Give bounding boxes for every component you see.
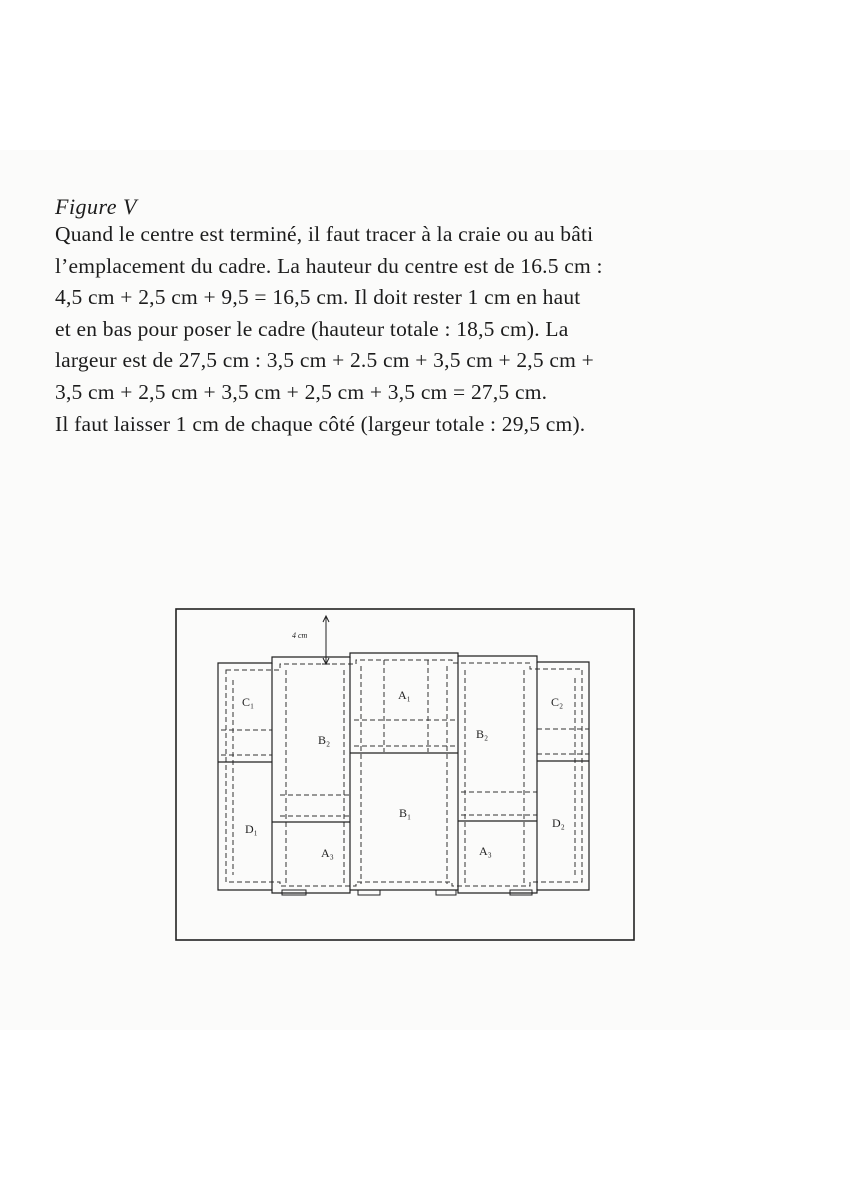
figure-caption: Figure V bbox=[55, 194, 137, 219]
piece-label-d-left: D₁ bbox=[245, 822, 258, 836]
paragraph-line-2: l’emplacement du cadre. La hauteur du centre est de 16.5 cm : bbox=[55, 253, 603, 278]
piece-label-b2-right: B₂ bbox=[476, 727, 489, 741]
dimension-label: 4 cm bbox=[292, 631, 308, 640]
paragraph-line-6: 3,5 cm + 2,5 cm + 3,5 cm + 2,5 cm + 3,5 cm = 27,5 cm. bbox=[55, 379, 548, 404]
piece-label-c2: C₂ bbox=[551, 695, 564, 709]
piece-label-a3-right: A₃ bbox=[479, 844, 492, 858]
piece-label-a3-left: A₃ bbox=[321, 846, 334, 860]
piece-label-a1: A₁ bbox=[398, 688, 411, 702]
paragraph-line-4: et en bas pour poser le cadre (hauteur totale : 18,5 cm). La bbox=[55, 316, 569, 341]
paragraph-line-7: Il faut laisser 1 cm de chaque côté (largeur totale : 29,5 cm). bbox=[55, 411, 586, 436]
paragraph-line-1: Quand le centre est terminé, il faut tracer à la craie ou au bâti bbox=[55, 222, 594, 246]
piece-label-c1: C₁ bbox=[242, 695, 255, 709]
piece-label-b2-left: B₂ bbox=[318, 733, 331, 747]
paragraph-line-3: 4,5 cm + 2,5 cm + 9,5 = 16,5 cm. Il doit rester 1 cm en haut bbox=[55, 285, 581, 310]
paragraph-line-5: largeur est de 27,5 cm : 3,5 cm + 2.5 cm + 3,5 cm + 2,5 cm + bbox=[55, 348, 594, 373]
piece-label-d-right: D₂ bbox=[552, 816, 565, 830]
piece-label-b1: B₁ bbox=[399, 806, 412, 820]
